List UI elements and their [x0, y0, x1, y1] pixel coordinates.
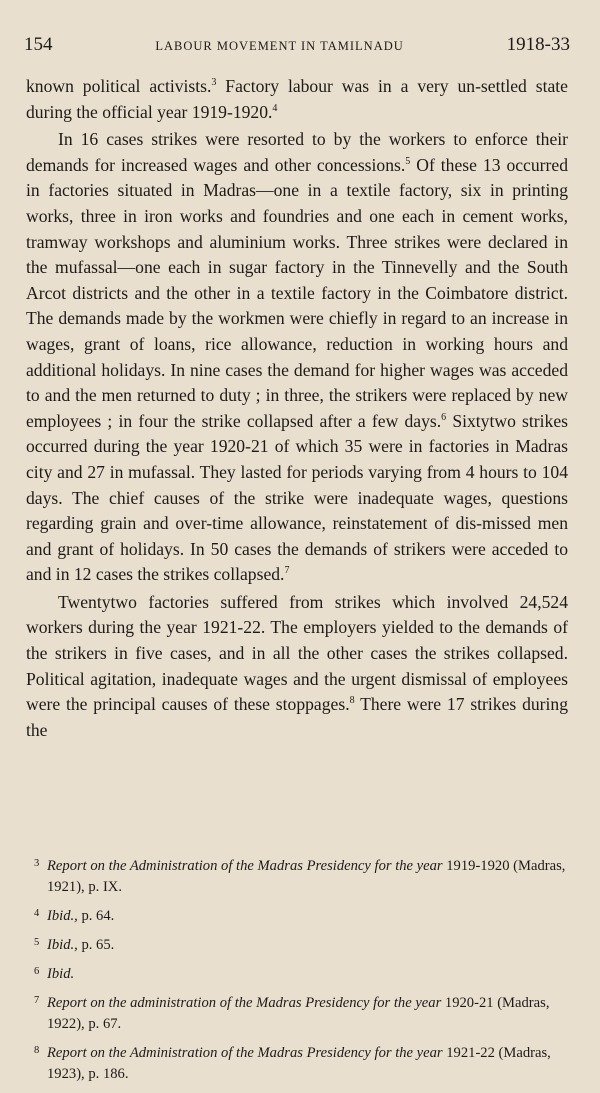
running-head — [24, 34, 570, 56]
paragraph-text: Of these 13 occurred in factories situated in Madras—one in a textile factory, six in printing works, three in iron works and foundries and one each in cement works, tramway workshops and aluminium works. Three strikes were declared in the mufassal—one each in sugar factory in the Tinnevelly and the South Arcot districts and the other in a textile factory in the Coimbatore district. The demands made by the workmen were chiefly in regard to an increase in wages, grant of loans, rice allowance, reduction in working hours and additional holidays. In nine cases the demand for higher wages was acceded to and the men returned to duty ; in three, the strikers were replaced by new employees ; in four the strike collapsed after a few days. — [26, 154, 568, 431]
footnote — [34, 906, 568, 927]
footnote-number: 3 — [34, 858, 40, 869]
footnote-ref: 3 — [211, 77, 217, 89]
paragraph-text: known political activists. — [26, 76, 212, 96]
paragraph-text: Twentytwo factories suffered from strikes which involved 24,524 workers during the year 1921-22. The employers yielded to the demands of the strikers in five cases, and in all the other cases the strikes collapsed. Political agitation, inadequate wages and the urgent dismissal of employees were the principal causes of these stoppages. — [26, 591, 568, 715]
paragraph-3 — [26, 590, 568, 744]
footnote-ref: 5 — [405, 155, 411, 167]
footnote-title: Ibid., — [47, 908, 78, 924]
paragraph-text: There were 17 strikes during the — [26, 694, 569, 740]
footnote-detail: p. 64. — [77, 908, 115, 924]
page-number: 154 — [24, 34, 53, 55]
running-years: 1918-33 — [506, 34, 570, 55]
footnote-title: Report on the administration of the Madras Presidency for the year — [47, 995, 442, 1011]
footnote-ref: 6 — [441, 411, 447, 423]
footnote — [34, 935, 568, 956]
footnote-detail: 1920-21 (Madras, 1922), p. 67. — [47, 995, 550, 1032]
footnote-title: Report on the Administration of the Madras Presidency for the year — [47, 858, 443, 874]
footnote-number: 5 — [34, 937, 40, 948]
footnotes — [34, 856, 568, 1093]
paragraph-2 — [26, 127, 568, 588]
footnote-ref: 8 — [349, 695, 355, 707]
footnote-detail: 1921-22 (Madras, 1923), p. 186. — [47, 1045, 551, 1082]
body-text — [26, 74, 568, 743]
footnote-number: 6 — [34, 966, 40, 977]
footnote-ref: 7 — [284, 565, 290, 577]
paragraph-text: In 16 cases strikes were resorted to by the workers to enforce their demands for increased wages and other concessions. — [26, 129, 568, 175]
running-title: LABOUR MOVEMENT IN TAMILNADU — [155, 39, 404, 53]
footnote-title: Ibid. — [47, 966, 75, 982]
footnote-number: 7 — [34, 995, 40, 1006]
paragraph-1 — [26, 74, 568, 125]
paragraph-text: Sixtytwo strikes occurred during the year 1920-21 of which 35 were in factories in Madras city and 27 in mufassal. They lasted for periods varying from 4 hours to 104 days. The chief causes of the strike were inadequate wages, questions regarding grain and over-time allowance, reinstatement of dis-missed men and grant of holidays. In 50 cases the demands of strikers were acceded to and in 12 cases the strikes collapsed. — [26, 410, 568, 585]
footnote-detail: p. 65. — [77, 937, 115, 953]
footnote — [34, 964, 568, 985]
footnote-title: Report on the Administration of the Madras Presidency for the year — [47, 1045, 443, 1061]
footnote-number: 8 — [34, 1045, 40, 1056]
footnote — [34, 856, 568, 898]
footnote — [34, 1043, 568, 1085]
footnote-detail: 1919-1920 (Madras, 1921), p. IX. — [47, 858, 566, 895]
paragraph-text: Factory labour was in a very un-settled state during the official year 1919-1920. — [26, 76, 568, 122]
footnote-number: 4 — [34, 908, 40, 919]
footnote — [34, 993, 568, 1035]
footnote-ref: 4 — [272, 102, 278, 114]
footnote-title: Ibid., — [47, 937, 78, 953]
